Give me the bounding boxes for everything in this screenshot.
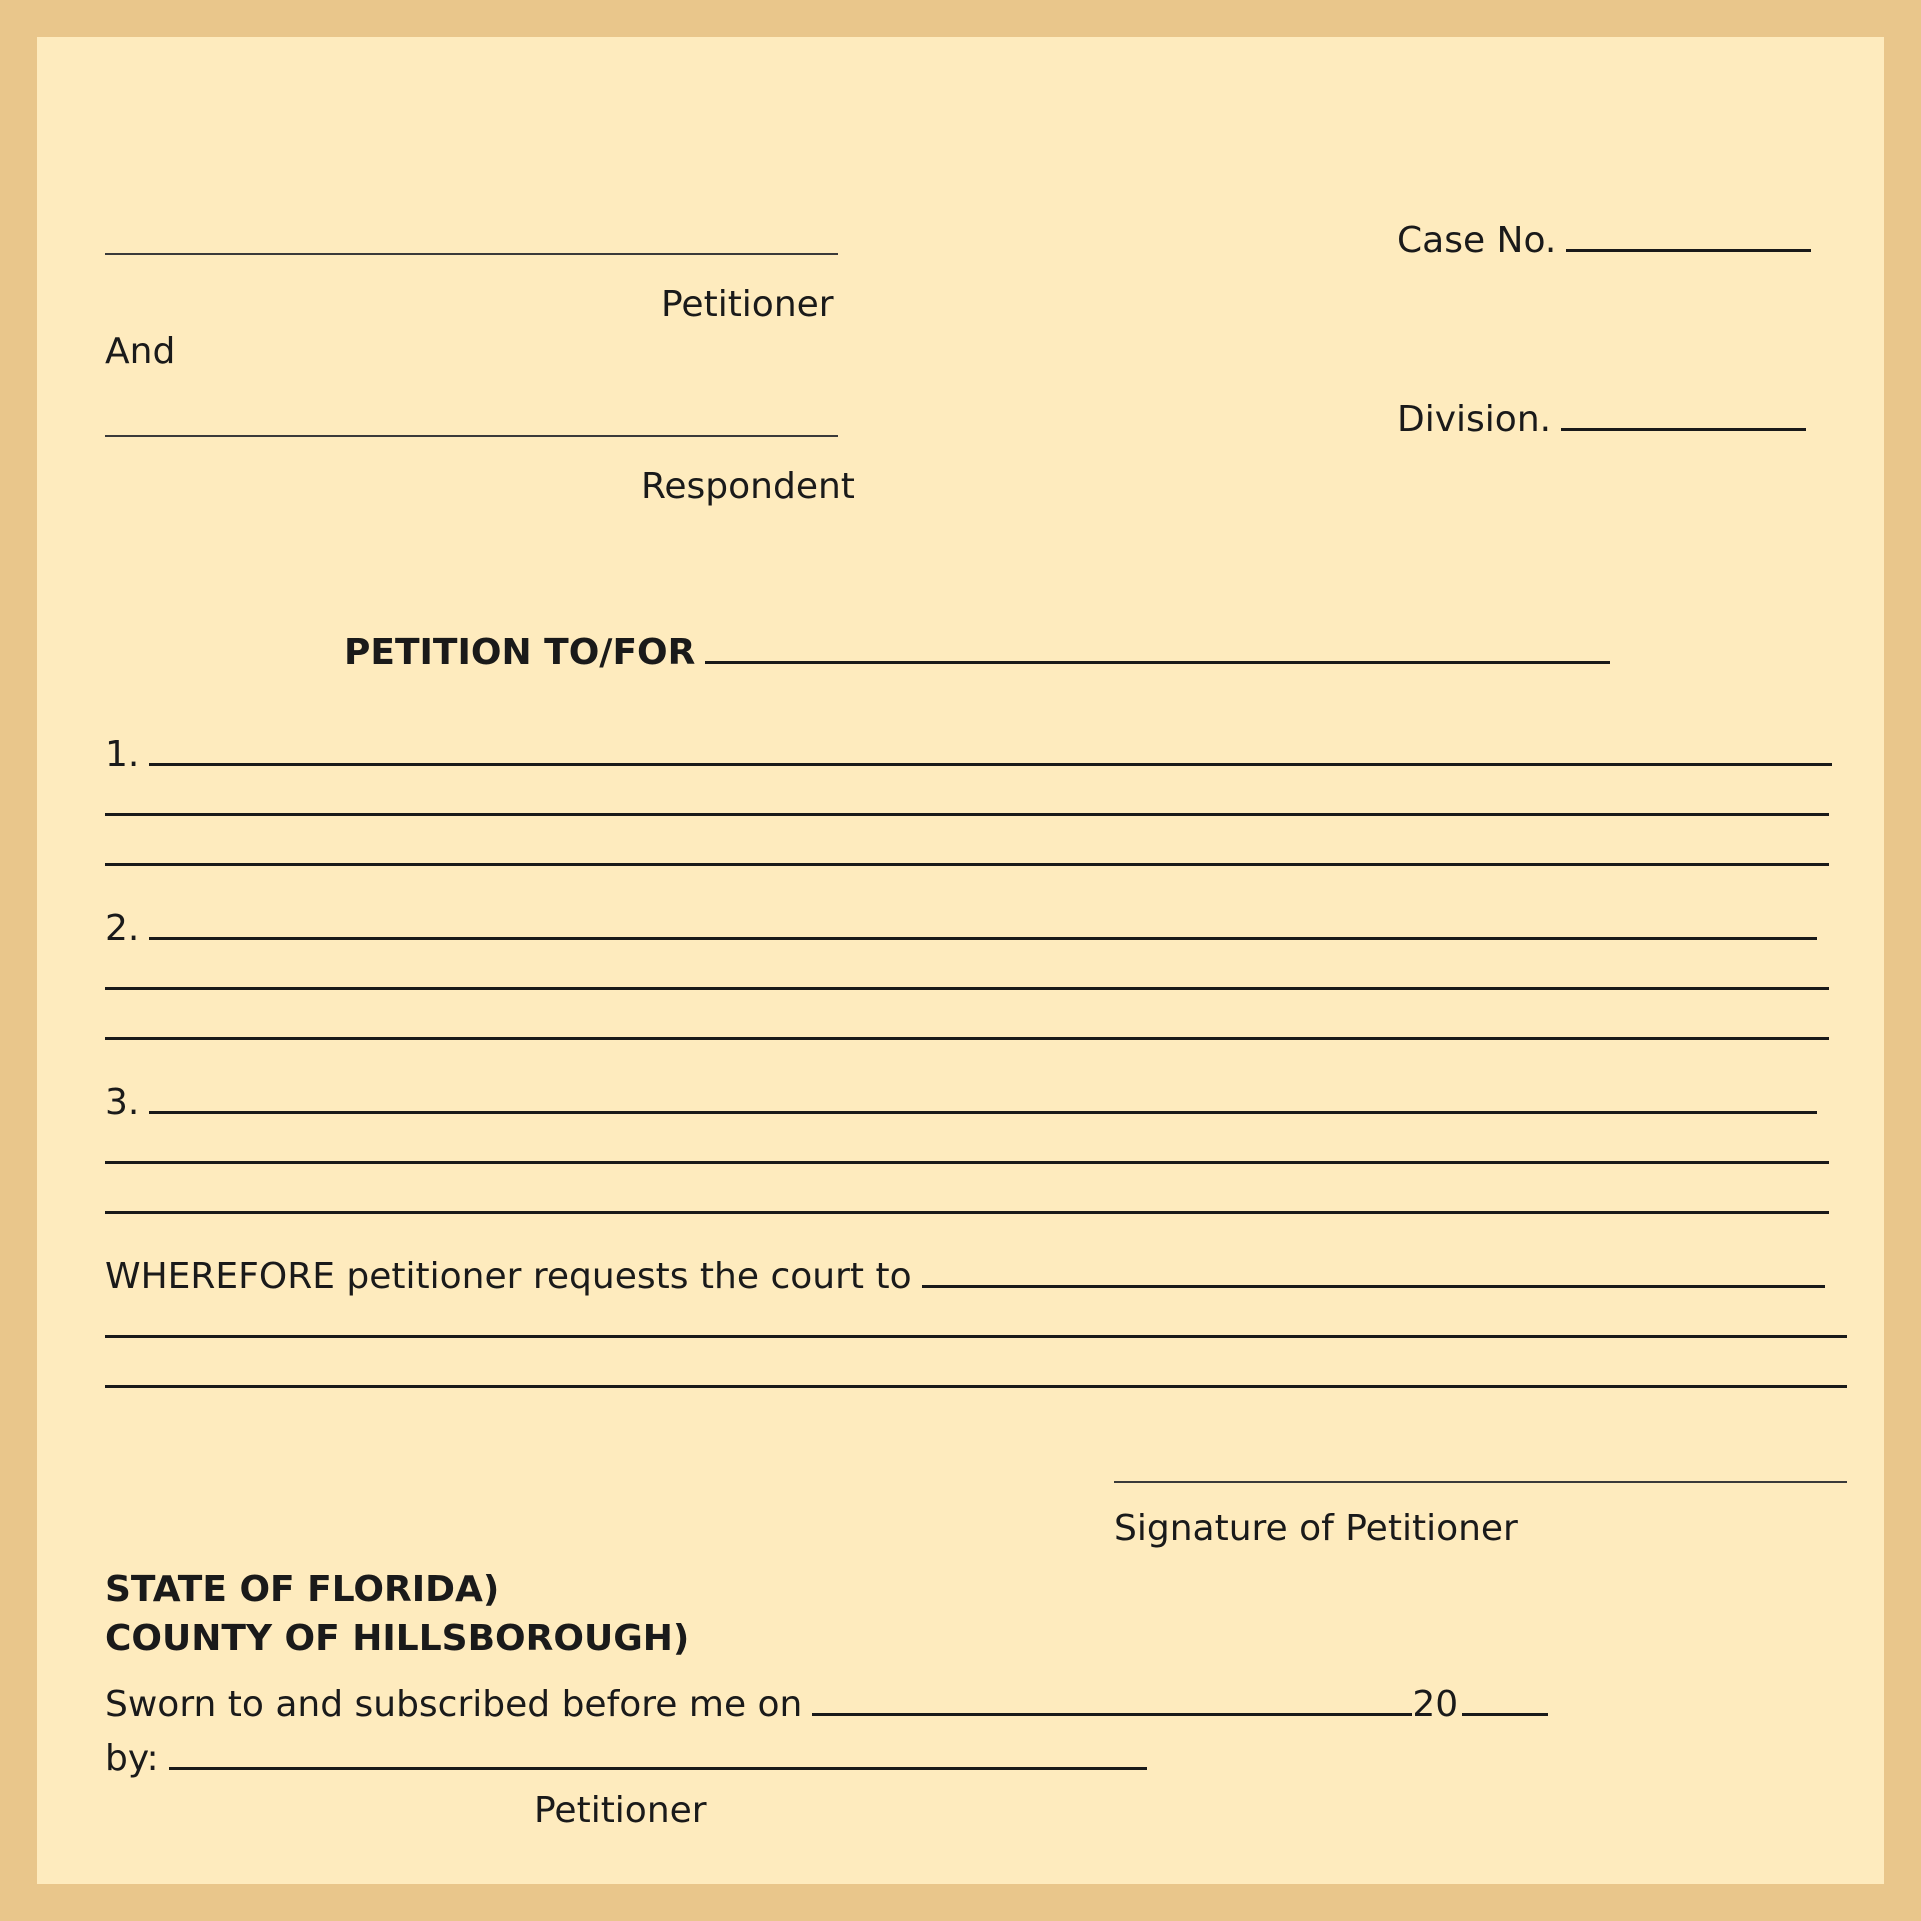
county-line: COUNTY OF HILLSBOROUGH) (105, 1618, 690, 1659)
item-3-first-line (105, 1082, 1817, 1123)
item-3-blank[interactable] (149, 1111, 1817, 1114)
by-label: by: (105, 1738, 159, 1779)
petitioner-name-line[interactable] (105, 253, 838, 255)
item-3-number: 3. (105, 1082, 140, 1123)
item-1-number: 1. (105, 734, 140, 775)
state-line: STATE OF FLORIDA) (105, 1569, 500, 1610)
respondent-label: Respondent (641, 466, 855, 507)
division-label: Division. (1397, 399, 1552, 440)
item-1-line-3[interactable] (105, 863, 1829, 866)
division-blank[interactable] (1561, 428, 1806, 431)
sworn-date-blank[interactable] (812, 1713, 1412, 1716)
petitioner-label: Petitioner (661, 284, 834, 325)
wherefore-line-3[interactable] (105, 1385, 1847, 1388)
item-3-line-2[interactable] (105, 1161, 1829, 1164)
wherefore-line-2[interactable] (105, 1335, 1847, 1338)
respondent-name-line[interactable] (105, 435, 838, 437)
form-page (37, 37, 1884, 1884)
and-label: And (105, 331, 176, 372)
item-1-line-2[interactable] (105, 813, 1829, 816)
item-1-blank[interactable] (149, 763, 1832, 766)
item-2-blank[interactable] (149, 937, 1817, 940)
division-field (1397, 399, 1806, 440)
petition-title-blank[interactable] (705, 661, 1610, 664)
petition-title (344, 632, 1610, 673)
case-no-blank[interactable] (1566, 249, 1811, 252)
sworn-line (105, 1684, 1548, 1725)
case-no-label: Case No. (1397, 220, 1557, 261)
item-3-line-3[interactable] (105, 1211, 1829, 1214)
signature-line[interactable] (1114, 1481, 1847, 1483)
item-2-line-3[interactable] (105, 1037, 1829, 1040)
item-2-first-line (105, 908, 1817, 949)
year-blank[interactable] (1462, 1713, 1548, 1716)
item-2-line-2[interactable] (105, 987, 1829, 990)
wherefore-first-line (105, 1256, 1825, 1297)
item-1-first-line (105, 734, 1832, 775)
notary-petitioner-label: Petitioner (534, 1790, 707, 1831)
by-blank[interactable] (169, 1767, 1147, 1770)
case-no-field (1397, 220, 1811, 261)
signature-label: Signature of Petitioner (1114, 1508, 1518, 1549)
item-2-number: 2. (105, 908, 140, 949)
wherefore-text: WHEREFORE petitioner requests the court to (105, 1256, 912, 1297)
by-line (105, 1738, 1147, 1779)
petition-title-label: PETITION TO/FOR (344, 632, 696, 673)
wherefore-blank[interactable] (922, 1285, 1825, 1288)
sworn-text: Sworn to and subscribed before me on (105, 1684, 803, 1725)
year-prefix: 20 (1412, 1684, 1459, 1725)
